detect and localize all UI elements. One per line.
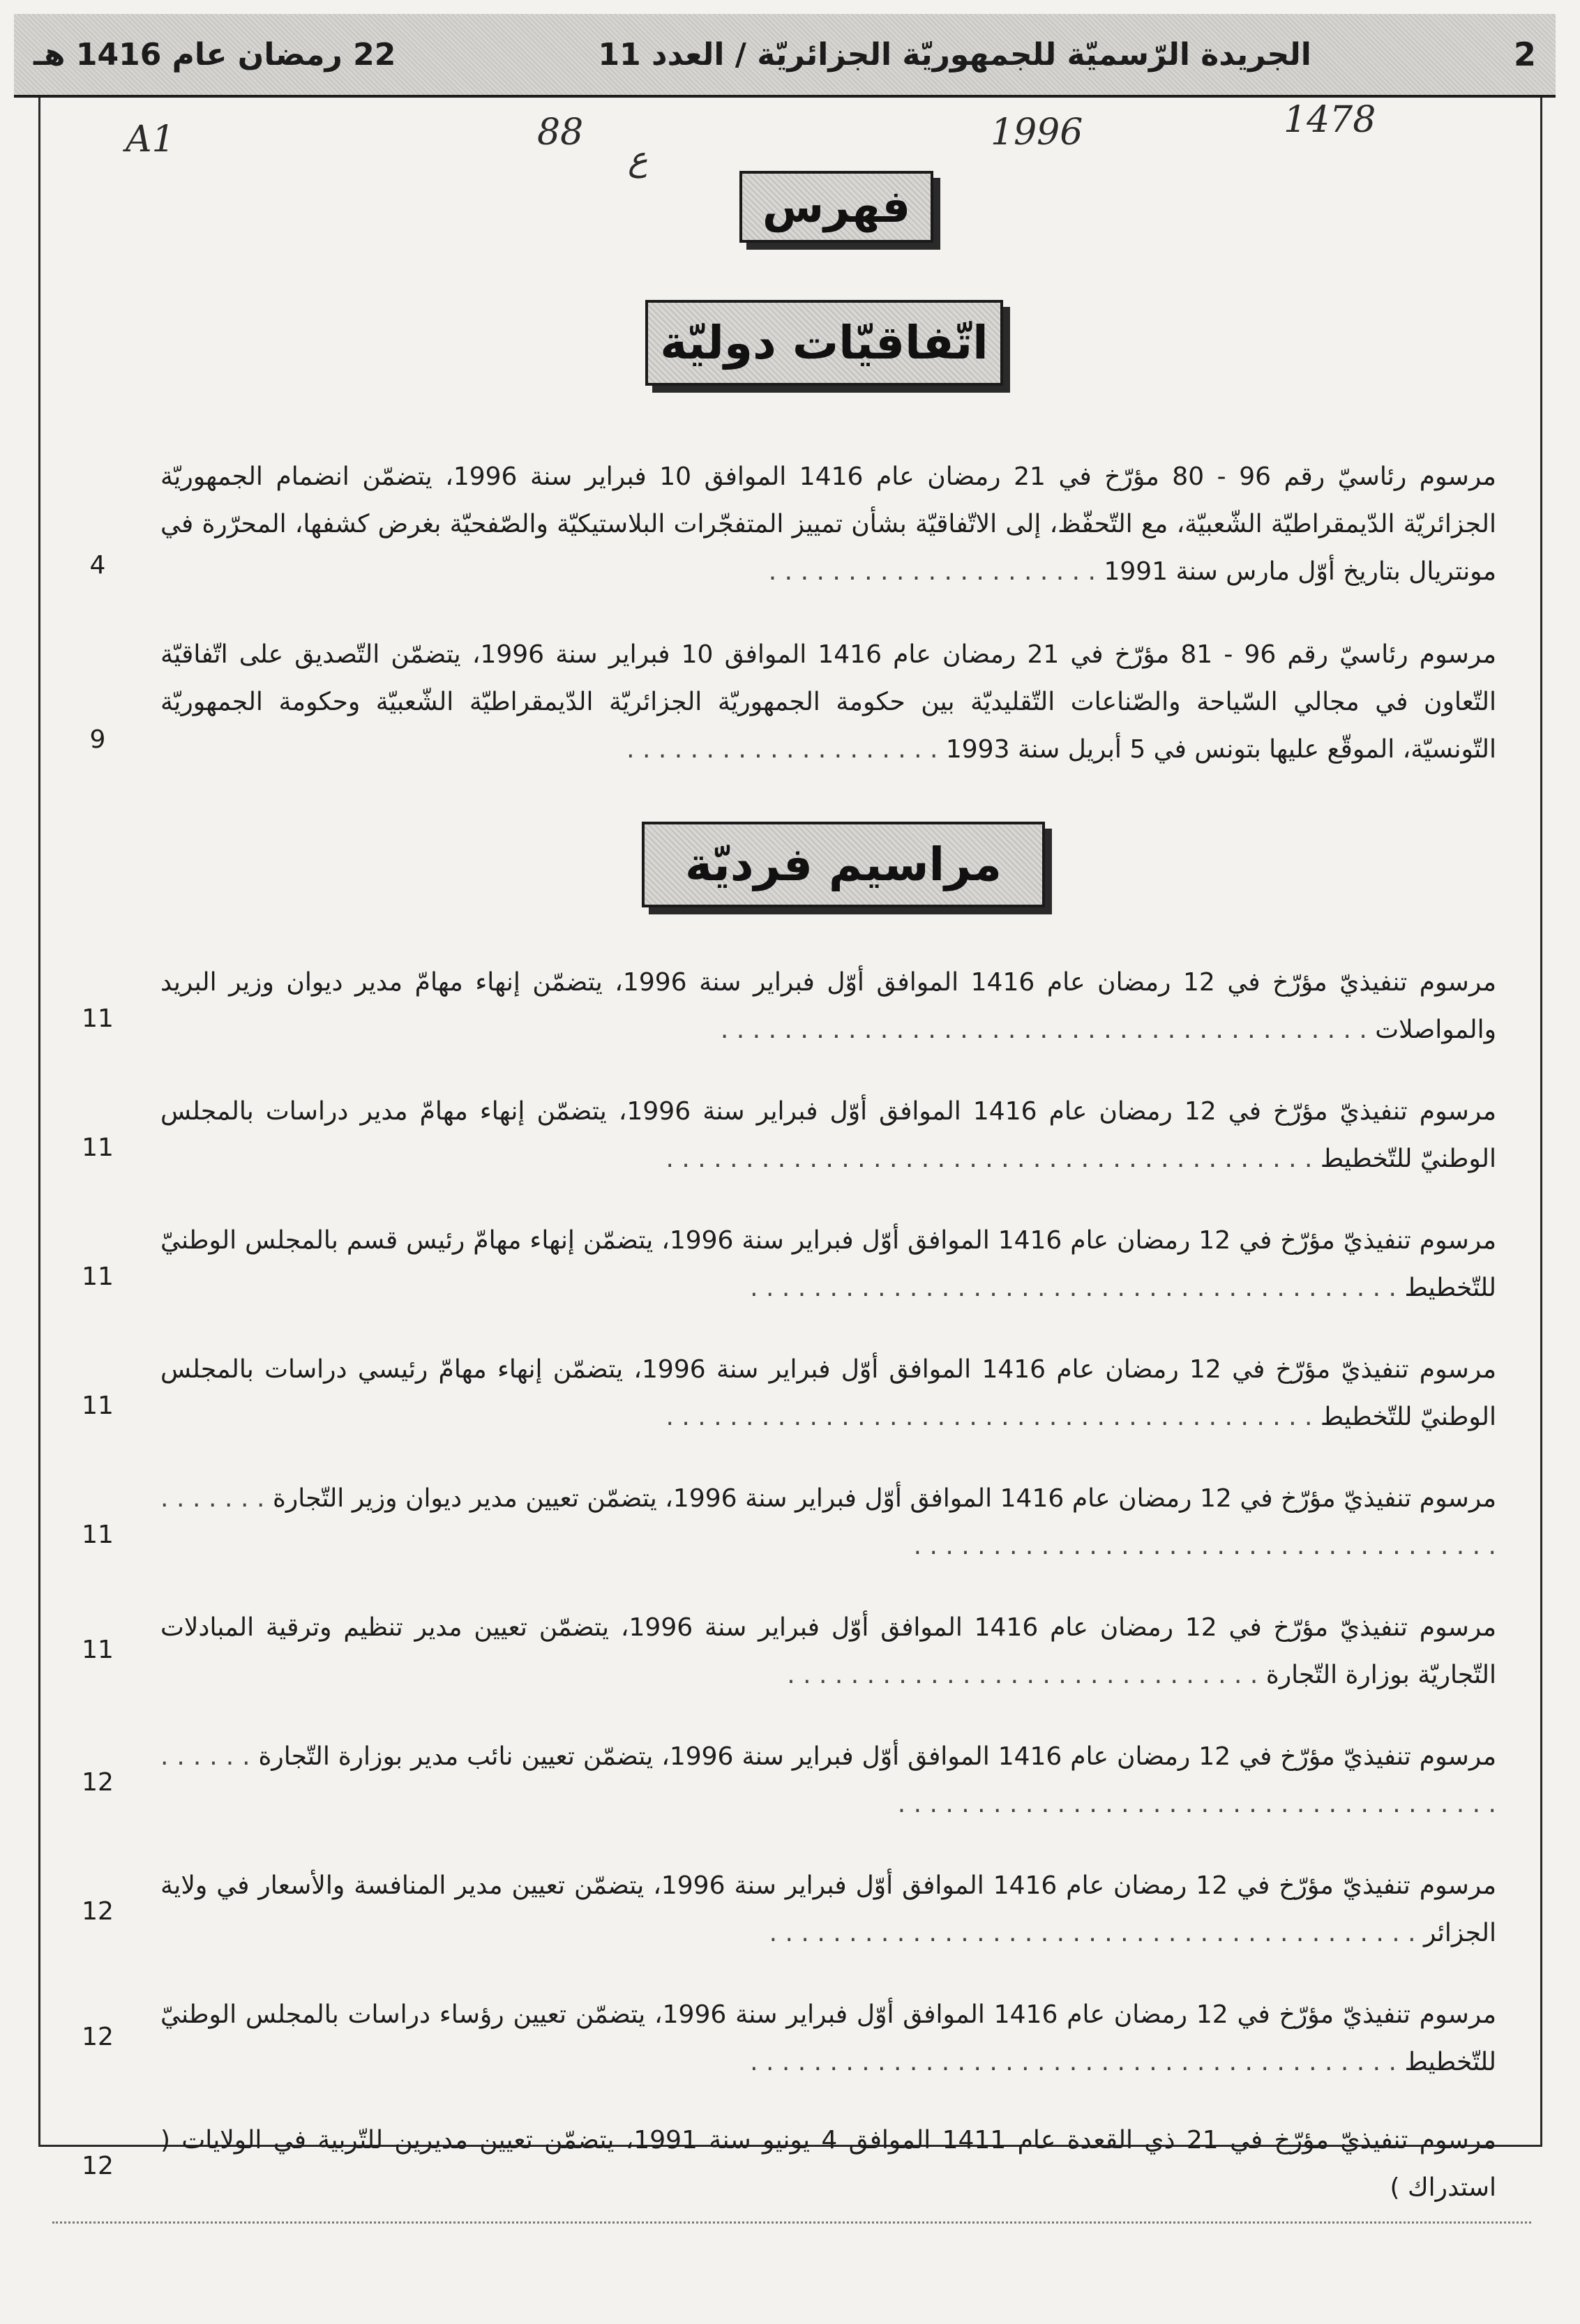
toc-entry-text: مرسوم تنفيذيّ مؤرّخ في 12 رمضان عام 1416 الموافق أوّل فبراير سنة 1996، يتضمّن إنهاء مهامّ رئيس قسم بالمجلس الوطنيّ للتّخطيط [160, 1226, 1496, 1302]
dot-leader: . . . . . . . . . . . . . . . . . . . . . [768, 557, 1096, 586]
toc-page-number: 11 [82, 1521, 114, 1549]
handwritten-note: 88 [537, 112, 584, 153]
footer-divider [52, 2221, 1531, 2224]
dot-leader: . . . . . . . . . . . . . . . . . . . . . . . . . . . . . . . . . . . . . . . . . [750, 1274, 1397, 1302]
dot-leader: . . . . . . . . . . . . . . . . . . . . . . . . . . . . . . [787, 1661, 1258, 1689]
toc-entry[interactable] [160, 1475, 1496, 1570]
handwritten-note: ع [628, 139, 648, 179]
toc-page-number: 11 [82, 1391, 114, 1420]
toc-page-number: 12 [82, 1897, 114, 1926]
international-agreements-heading: اتّفاقيّات دوليّة [645, 300, 1003, 386]
toc-entry-text: مرسوم تنفيذيّ مؤرّخ في 12 رمضان عام 1416 الموافق أوّل فبراير سنة 1996، يتضمّن تعيين مدير المنافسة والأسعار في ولاية الجزائر [160, 1871, 1496, 1947]
toc-entry[interactable] [160, 1733, 1496, 1828]
toc-entry[interactable] [160, 631, 1496, 774]
dot-leader: . . . . . . . . . . . . . . . . . . . . [626, 735, 938, 764]
dot-leader: . . . . . . . . . . . . . . . . . . . . . . . . . . . . . . . . . . . . . . . . . . . . [160, 1742, 1496, 1818]
header-date: 22 رمضان عام 1416 هـ [33, 36, 396, 73]
toc-entry-text: مرسوم تنفيذيّ مؤرّخ في 12 رمضان عام 1416 الموافق أوّل فبراير سنة 1996، يتضمّن تعيين مدير ديوان وزير التّجارة [273, 1484, 1496, 1513]
toc-entry[interactable] [160, 2117, 1496, 2212]
toc-entry[interactable] [160, 1346, 1496, 1441]
toc-page-number: 11 [82, 1262, 114, 1291]
toc-entry[interactable] [160, 453, 1496, 596]
dot-leader: . . . . . . . . . . . . . . . . . . . . . . . . . . . . . . . . . . . . . . . . . [769, 1919, 1416, 1947]
toc-entry[interactable] [160, 1862, 1496, 1957]
dot-leader: . . . . . . . . . . . . . . . . . . . . . . . . . . . . . . . . . . . . . . . . . . . . [160, 1484, 1496, 1560]
toc-entry[interactable] [160, 1991, 1496, 2086]
toc-page-number: 12 [82, 1768, 114, 1797]
header-page-number: 2 [1513, 36, 1536, 73]
toc-page-number: 11 [82, 1004, 114, 1033]
toc-page-number: 12 [82, 2023, 114, 2051]
running-header [14, 14, 1556, 98]
toc-page-number: 11 [82, 1133, 114, 1162]
toc-entry[interactable] [160, 1088, 1496, 1183]
toc-entry-text: مرسوم رئاسيّ رقم 96 - 80 مؤرّخ في 21 رمضان عام 1416 الموافق 10 فبراير سنة 1996، يتضمّن انضمام الجمهوريّة الجزائريّة الدّيمقراطيّة الشّعبيّة، مع التّحفّظ، إلى الاتّفاقيّة بشأن تمييز المتفجّرات البلاستيكيّة والصّفحيّة بغرض كشفها، المحرّرة في مونتريال بتاريخ أوّل مارس سنة 1991 [160, 462, 1496, 586]
toc-entry-text: مرسوم تنفيذيّ مؤرّخ في 12 رمضان عام 1416 الموافق أوّل فبراير سنة 1996، يتضمّن إنهاء مهامّ رئيسي دراسات بالمجلس الوطنيّ للتّخطيط [160, 1355, 1496, 1431]
toc-page-number: 11 [82, 1636, 114, 1664]
toc-entry[interactable] [160, 1604, 1496, 1699]
toc-entry-text: مرسوم تنفيذيّ مؤرّخ في 12 رمضان عام 1416 الموافق أوّل فبراير سنة 1996، يتضمّن إنهاء مهامّ مدير ديوان وزير البريد والمواصلات [160, 968, 1496, 1044]
toc-page-number: 9 [89, 725, 106, 754]
toc-entry-text: مرسوم تنفيذيّ مؤرّخ في 12 رمضان عام 1416 الموافق أوّل فبراير سنة 1996، يتضمّن تعيين مدير تنظيم وترقية المبادلات التّجاريّة بوزارة التّجارة [160, 1613, 1496, 1689]
handwritten-note: A1 [126, 119, 175, 160]
handwritten-note: 1996 [991, 112, 1083, 153]
handwritten-note: 1478 [1284, 99, 1376, 141]
dot-leader: . . . . . . . . . . . . . . . . . . . . . . . . . . . . . . . . . . . . . . . . . [665, 1145, 1313, 1173]
toc-entry-text: مرسوم تنفيذيّ مؤرّخ في 12 رمضان عام 1416 الموافق أوّل فبراير سنة 1996، يتضمّن تعيين رؤساء دراسات بالمجلس الوطنيّ للتّخطيط [160, 2000, 1496, 2076]
toc-page-number: 4 [89, 551, 106, 580]
dot-leader: . . . . . . . . . . . . . . . . . . . . . . . . . . . . . . . . . . . . . . . . . [665, 1403, 1313, 1431]
toc-page-number: 12 [82, 2152, 114, 2180]
toc-entry[interactable] [160, 959, 1496, 1054]
toc-entry[interactable] [160, 1217, 1496, 1312]
toc-entry-text: مرسوم تنفيذيّ مؤرّخ في 21 ذي القعدة عام 1411 الموافق 4 يونيو سنة 1991، يتضمّن تعيين مديرين للتّربية في الولايات ( استدراك ) [160, 2126, 1496, 2202]
dot-leader: . . . . . . . . . . . . . . . . . . . . . . . . . . . . . . . . . . . . . . . . . [720, 1016, 1367, 1044]
toc-entry-text: مرسوم رئاسيّ رقم 96 - 81 مؤرّخ في 21 رمضان عام 1416 الموافق 10 فبراير سنة 1996، يتضمّن التّصديق على اتّفاقيّة التّعاون في مجالي السّياحة والصّناعات التّقليديّة بين حكومة الجمهوريّة الجزائريّة الدّيمقراطيّة الشّعبيّة وحكومة الجمهوريّة التّونسيّة، الموقّع عليها بتونس في 5 أبريل سنة 1993 [160, 640, 1496, 764]
index-heading: فهرس [739, 171, 933, 243]
toc-entry-text: مرسوم تنفيذيّ مؤرّخ في 12 رمضان عام 1416 الموافق أوّل فبراير سنة 1996، يتضمّن إنهاء مهامّ مدير دراسات بالمجلس الوطنيّ للتّخطيط [160, 1097, 1496, 1173]
header-title: الجريدة الرّسميّة للجمهوريّة الجزائريّة / العدد 11 [598, 36, 1311, 73]
dot-leader: . . . . . . . . . . . . . . . . . . . . . . . . . . . . . . . . . . . . . . . . . [750, 2048, 1397, 2076]
toc-entry-text: مرسوم تنفيذيّ مؤرّخ في 12 رمضان عام 1416 الموافق أوّل فبراير سنة 1996، يتضمّن تعيين نائب مدير بوزارة التّجارة [258, 1742, 1496, 1771]
individual-decrees-heading: مراسيم فرديّة [642, 822, 1045, 907]
